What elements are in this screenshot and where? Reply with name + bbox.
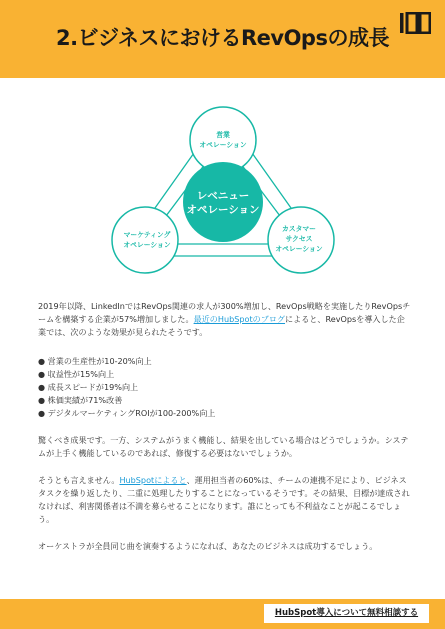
top-label-line2: オペレーション (199, 141, 247, 149)
footer-band (0, 599, 445, 629)
right-label-line3: オペレーション (275, 245, 323, 253)
free-consultation-button[interactable]: HubSpot導入について無料相談する (264, 604, 429, 623)
article-body (38, 300, 412, 553)
paragraph-intro: 2019年以降、LinkedInではRevOps関連の求人が300%増加し、RevOps戦略を実施したりRevOpsチームを構築する企業が57%増加しました。最近のHubSpotのブログによると、RevOpsを導入した企業では、次のような効果が見られたそうです。 (38, 301, 411, 337)
logo-100 (399, 12, 431, 34)
paragraph-problem: そうとも言えません。HubSpotによると、運用担当者の60%は、チームの連携不足により、ビジネスタスクを繰り返したり、二重に処理したりすることになっているそうです。その結果、目標が達成されなければ、利害関係者は不満を募らせることになります。誰にとっても不利益なことが起こるでしょう。 (38, 475, 410, 524)
paragraph-conclusion: オーケストラが全員同じ曲を演奏するようになれば、あなたのビジネスは成功するでしょう。 (38, 541, 378, 551)
paragraph-question: 驚くべき成果です。一方、システムがうまく機能し、結果を出している場合はどうでしょうか。システムが上手く機能しているのであれば、修復する必要はないでしょうか。 (38, 435, 409, 458)
revops-diagram (103, 100, 343, 280)
page-title: 2.ビジネスにおけるRevOpsの成長 (56, 26, 389, 50)
right-label-line1: カスタマー (282, 225, 316, 233)
results-list (38, 355, 412, 420)
right-label-line2: サクセス (285, 235, 313, 243)
left-label-line1: マーケティング (123, 231, 171, 239)
top-label-line1: 営業 (216, 131, 230, 139)
center-label-line1: レベニュー (196, 190, 250, 202)
list-item: ● 収益性が15%向上 (38, 369, 115, 379)
list-item: ● デジタルマーケティングROIが100-200%向上 (38, 408, 216, 418)
center-label-line2: オペレーション (186, 204, 260, 216)
hubspot-blog-link[interactable]: 最近のHubSpotのブログ (193, 314, 286, 324)
list-item: ● 株価実績が71%改善 (38, 395, 123, 405)
list-item: ● 営業の生産性が10-20%向上 (38, 356, 152, 366)
center-node (183, 162, 263, 242)
header-band (0, 0, 445, 78)
left-node (112, 207, 178, 273)
hubspot-source-link[interactable]: HubSpotによると (119, 475, 187, 485)
left-label-line2: オペレーション (123, 241, 171, 249)
list-item: ● 成長スピードが19%向上 (38, 382, 139, 392)
